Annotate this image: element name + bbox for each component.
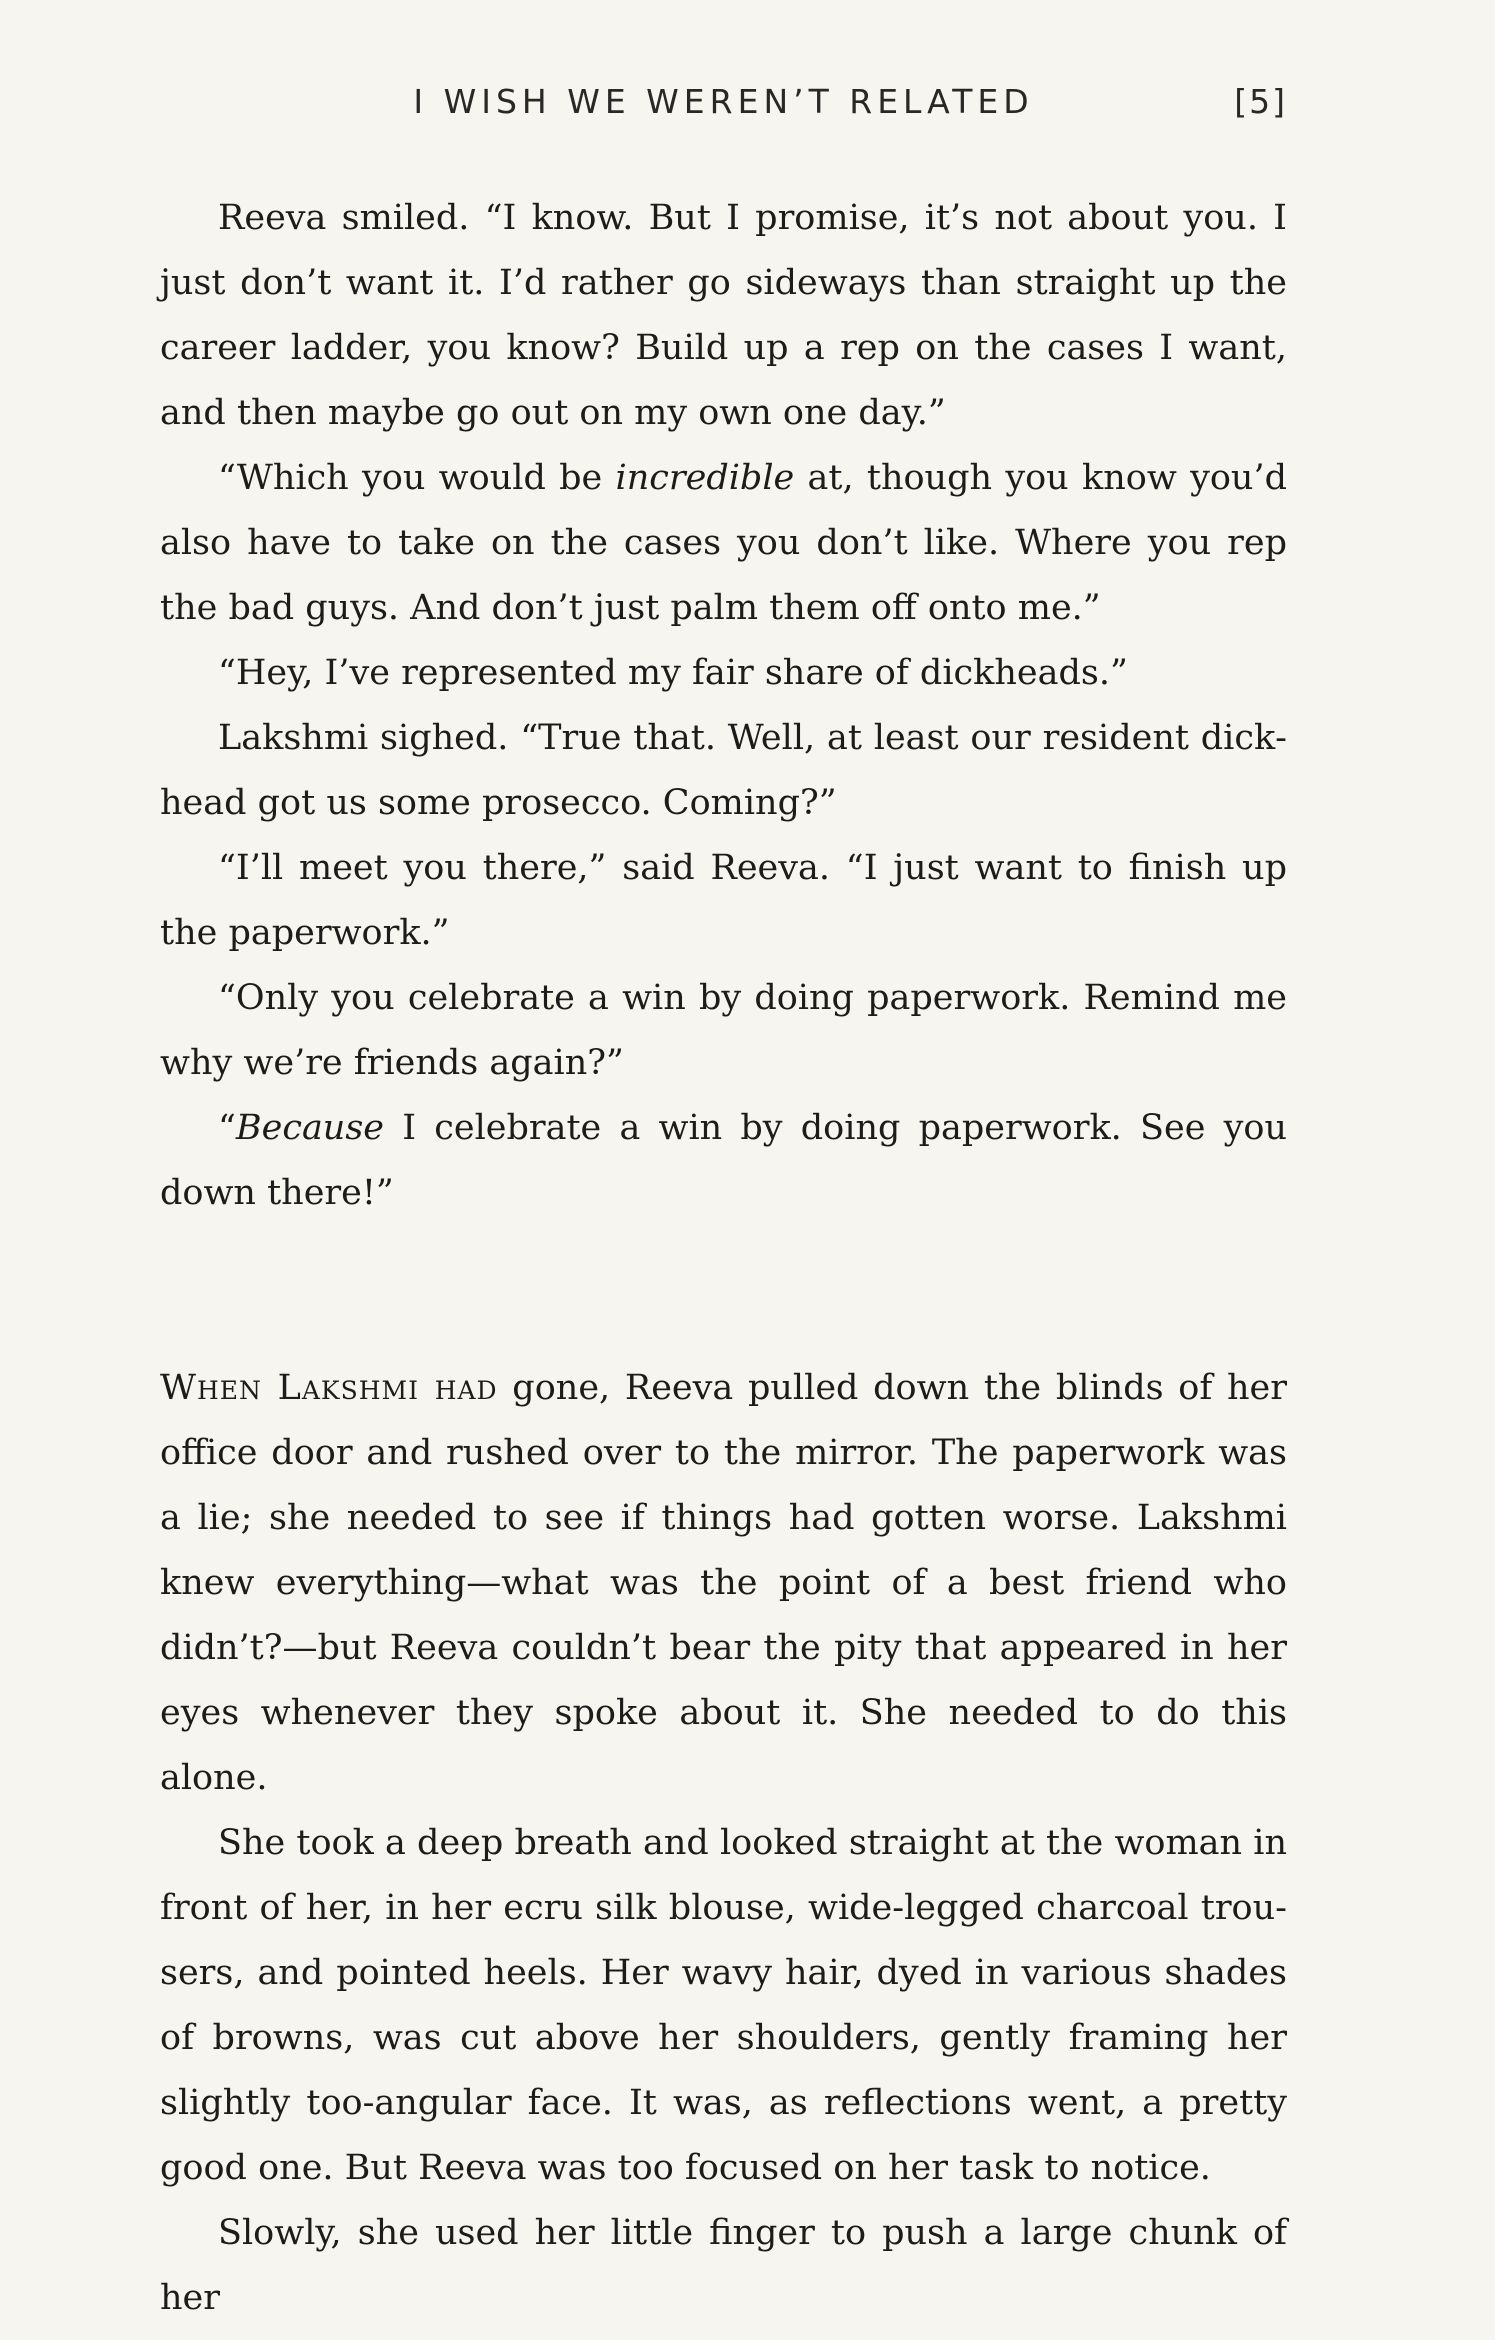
paragraph [160,1096,1287,1226]
section-break [160,1226,1287,1356]
paragraph-text: I celebrate a win by doing paperwork. See you down there!” [160,1108,1287,1213]
paragraph-text: “ [218,1108,236,1148]
section-opening-paragraph [160,1356,1287,1811]
body-text [160,186,1287,2331]
italic-word: Because [235,1108,385,1148]
opening-smallcaps: When Lakshmi had [160,1368,498,1408]
paragraph-text: at, though you know you’d also have to take on the cases you don’t like. Where you rep the bad guys. And don’t just palm them off onto me.” [160,458,1287,628]
paragraph: Slowly, she used her little finger to push a large chunk of her [160,2213,1287,2318]
paragraph: Reeva smiled. “I know. But I promise, it’s not about you. I just don’t want it. I’d rather go sideways than straight up the career ladder, you know? Build up a rep on the cases I want, and then maybe go out on my own one day.” [160,198,1287,433]
paragraph [160,446,1287,641]
italic-word: incredible [615,458,795,498]
paragraph: “Hey, I’ve represented my fair share of dickheads.” [218,653,1128,693]
paragraph: Lakshmi sighed. “True that. Well, at least our resident dickhead got us some prosecco. Coming?” [160,718,1287,823]
paragraph: “I’ll meet you there,” said Reeva. “I just want to finish up the paperwork.” [160,848,1287,953]
running-head [160,82,1287,138]
running-head-title: I WISH WE WEREN’T RELATED [413,82,1034,121]
page-number: [5] [1234,82,1287,121]
paragraph: She took a deep breath and looked straight at the woman in front of her, in her ecru silk blouse, wide-legged charcoal trousers, and pointed heels. Her wavy hair, dyed in various shades of browns, was cut above her shoulders, gently framing her slightly too-angular face. It was, as reflections went, a pretty good one. But Reeva was too focused on her task to notice. [160,1823,1287,2188]
paragraph: “Only you celebrate a win by doing paperwork. Remind me why we’re friends again?” [160,978,1287,1083]
paragraph-text: “Which you would be [218,458,616,498]
paragraph-text: gone, Reeva pulled down the blinds of her office door and rushed over to the mirror. The paperwork was a lie; she needed to see if things had gotten worse. Lakshmi knew everything—what was the point of a best friend who didn’t?—but Reeva couldn’t bear the pity that appeared in her eyes whenever they spoke about it. She needed to do this alone. [160,1368,1287,1798]
